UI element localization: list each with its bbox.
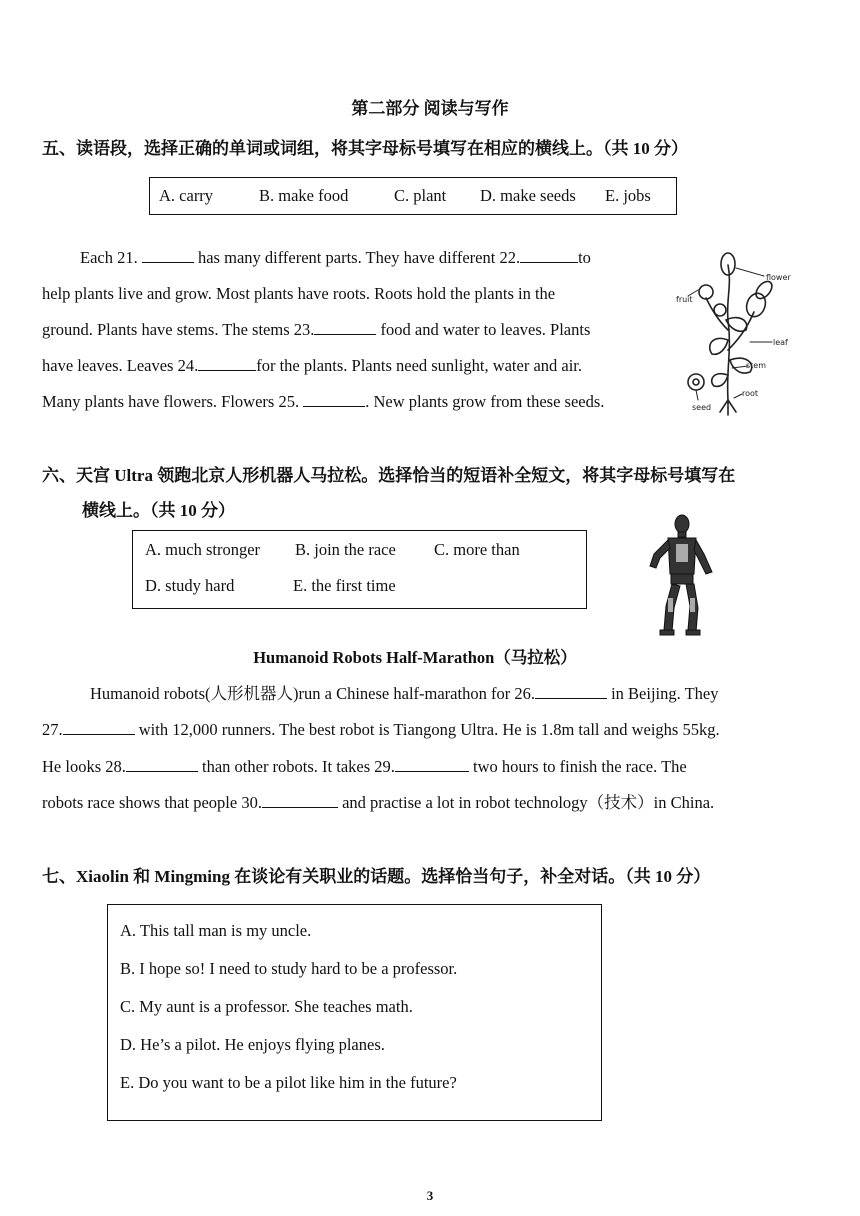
option: B. join the race <box>295 540 396 559</box>
section5-options-box <box>149 177 677 215</box>
option: E. jobs <box>605 186 651 205</box>
flower-label: flower <box>766 273 791 282</box>
robot-figure <box>640 514 720 636</box>
text: Humanoid robots(人形机器人)run a Chinese half-marathon for 26. <box>90 684 535 703</box>
answer-blank-25[interactable] <box>303 392 365 407</box>
fruit-label: fruit <box>676 295 693 304</box>
passage-line <box>42 785 714 821</box>
text: for the plants. Plants need sunlight, water and air. <box>256 356 583 375</box>
page-number: 3 <box>426 1188 434 1203</box>
section6-passage-title: Humanoid Robots Half-Marathon（马拉松） <box>253 648 577 667</box>
option: A. This tall man is my uncle. <box>120 921 312 940</box>
passage-line <box>42 712 720 748</box>
answer-blank-28[interactable] <box>126 757 198 772</box>
passage-line <box>42 749 687 785</box>
text: He looks 28. <box>42 757 126 776</box>
option: A. carry <box>159 186 214 205</box>
text: than other robots. It takes 29. <box>202 757 395 776</box>
leaf-label: leaf <box>773 338 788 347</box>
text: help plants live and grow. Most plants have roots. Roots hold the plants in the <box>42 284 556 303</box>
answer-blank-21[interactable] <box>142 248 194 263</box>
text: Many plants have flowers. Flowers 25. <box>42 392 300 411</box>
answer-blank-26[interactable] <box>535 684 607 699</box>
passage-line <box>42 312 590 348</box>
passage-line <box>80 240 591 276</box>
option: D. study hard <box>145 576 235 595</box>
section7-heading: 七、Xiaolin 和 Mingming 在谈论有关职业的话题。选择恰当句子，补全对话。（共 10 分） <box>42 867 711 886</box>
text: and practise a lot in robot technology（技术）in China. <box>342 793 715 812</box>
answer-blank-29[interactable] <box>395 757 469 772</box>
section6-heading: 六、天宫 Ultra 领跑北京人形机器人马拉松。选择恰当的短语补全短文，将其字母标号填写在 <box>42 466 736 485</box>
option: B. make food <box>259 186 349 205</box>
root-label: root <box>742 389 759 398</box>
option: D. make seeds <box>480 186 576 205</box>
option: C. more than <box>434 540 520 559</box>
plant-parts-figure <box>676 250 794 418</box>
text: 27. <box>42 720 63 739</box>
passage-line <box>42 348 582 384</box>
text: with 12,000 runners. The best robot is Tiangong Ultra. He is 1.8m tall and weighs 55kg. <box>138 720 720 739</box>
passage-line <box>42 276 555 312</box>
text: have leaves. Leaves 24. <box>42 356 199 375</box>
seed-label: seed <box>692 403 712 412</box>
section6-heading-cont: 横线上。（共 10 分） <box>82 501 235 520</box>
option: E. the first time <box>293 576 396 595</box>
option: A. much stronger <box>145 540 261 559</box>
passage-line <box>90 676 718 712</box>
text: in Beijing. They <box>611 684 719 703</box>
answer-blank-27[interactable] <box>63 720 135 735</box>
text: to <box>578 248 591 267</box>
option: E. Do you want to be a pilot like him in the future? <box>120 1073 457 1092</box>
answer-blank-30[interactable] <box>262 793 338 808</box>
section7-options-box <box>107 904 602 1121</box>
section6-options-box <box>132 530 587 609</box>
option: B. I hope so! I need to study hard to be a professor. <box>120 959 458 978</box>
text: Each 21. <box>80 248 138 267</box>
answer-blank-22[interactable] <box>520 248 578 263</box>
text: has many different parts. They have different 22. <box>197 248 521 267</box>
part-title: 第二部分 阅读与写作 <box>351 99 509 118</box>
answer-blank-24[interactable] <box>198 356 256 371</box>
option: D. He’s a pilot. He enjoys flying planes. <box>120 1035 385 1054</box>
option: C. My aunt is a professor. She teaches math. <box>120 997 413 1016</box>
answer-blank-23[interactable] <box>314 320 376 335</box>
passage-line <box>42 384 604 420</box>
section5-heading: 五、读语段，选择正确的单词或词组，将其字母标号填写在相应的横线上。（共 10 分） <box>42 139 688 158</box>
stem-label: stem <box>746 361 767 370</box>
text: food and water to leaves. Plants <box>380 320 591 339</box>
text: robots race shows that people 30. <box>42 793 262 812</box>
text: ground. Plants have stems. The stems 23. <box>42 320 315 339</box>
option: C. plant <box>394 186 447 205</box>
text: two hours to finish the race. The <box>473 757 687 776</box>
text: . New plants grow from these seeds. <box>365 392 605 411</box>
